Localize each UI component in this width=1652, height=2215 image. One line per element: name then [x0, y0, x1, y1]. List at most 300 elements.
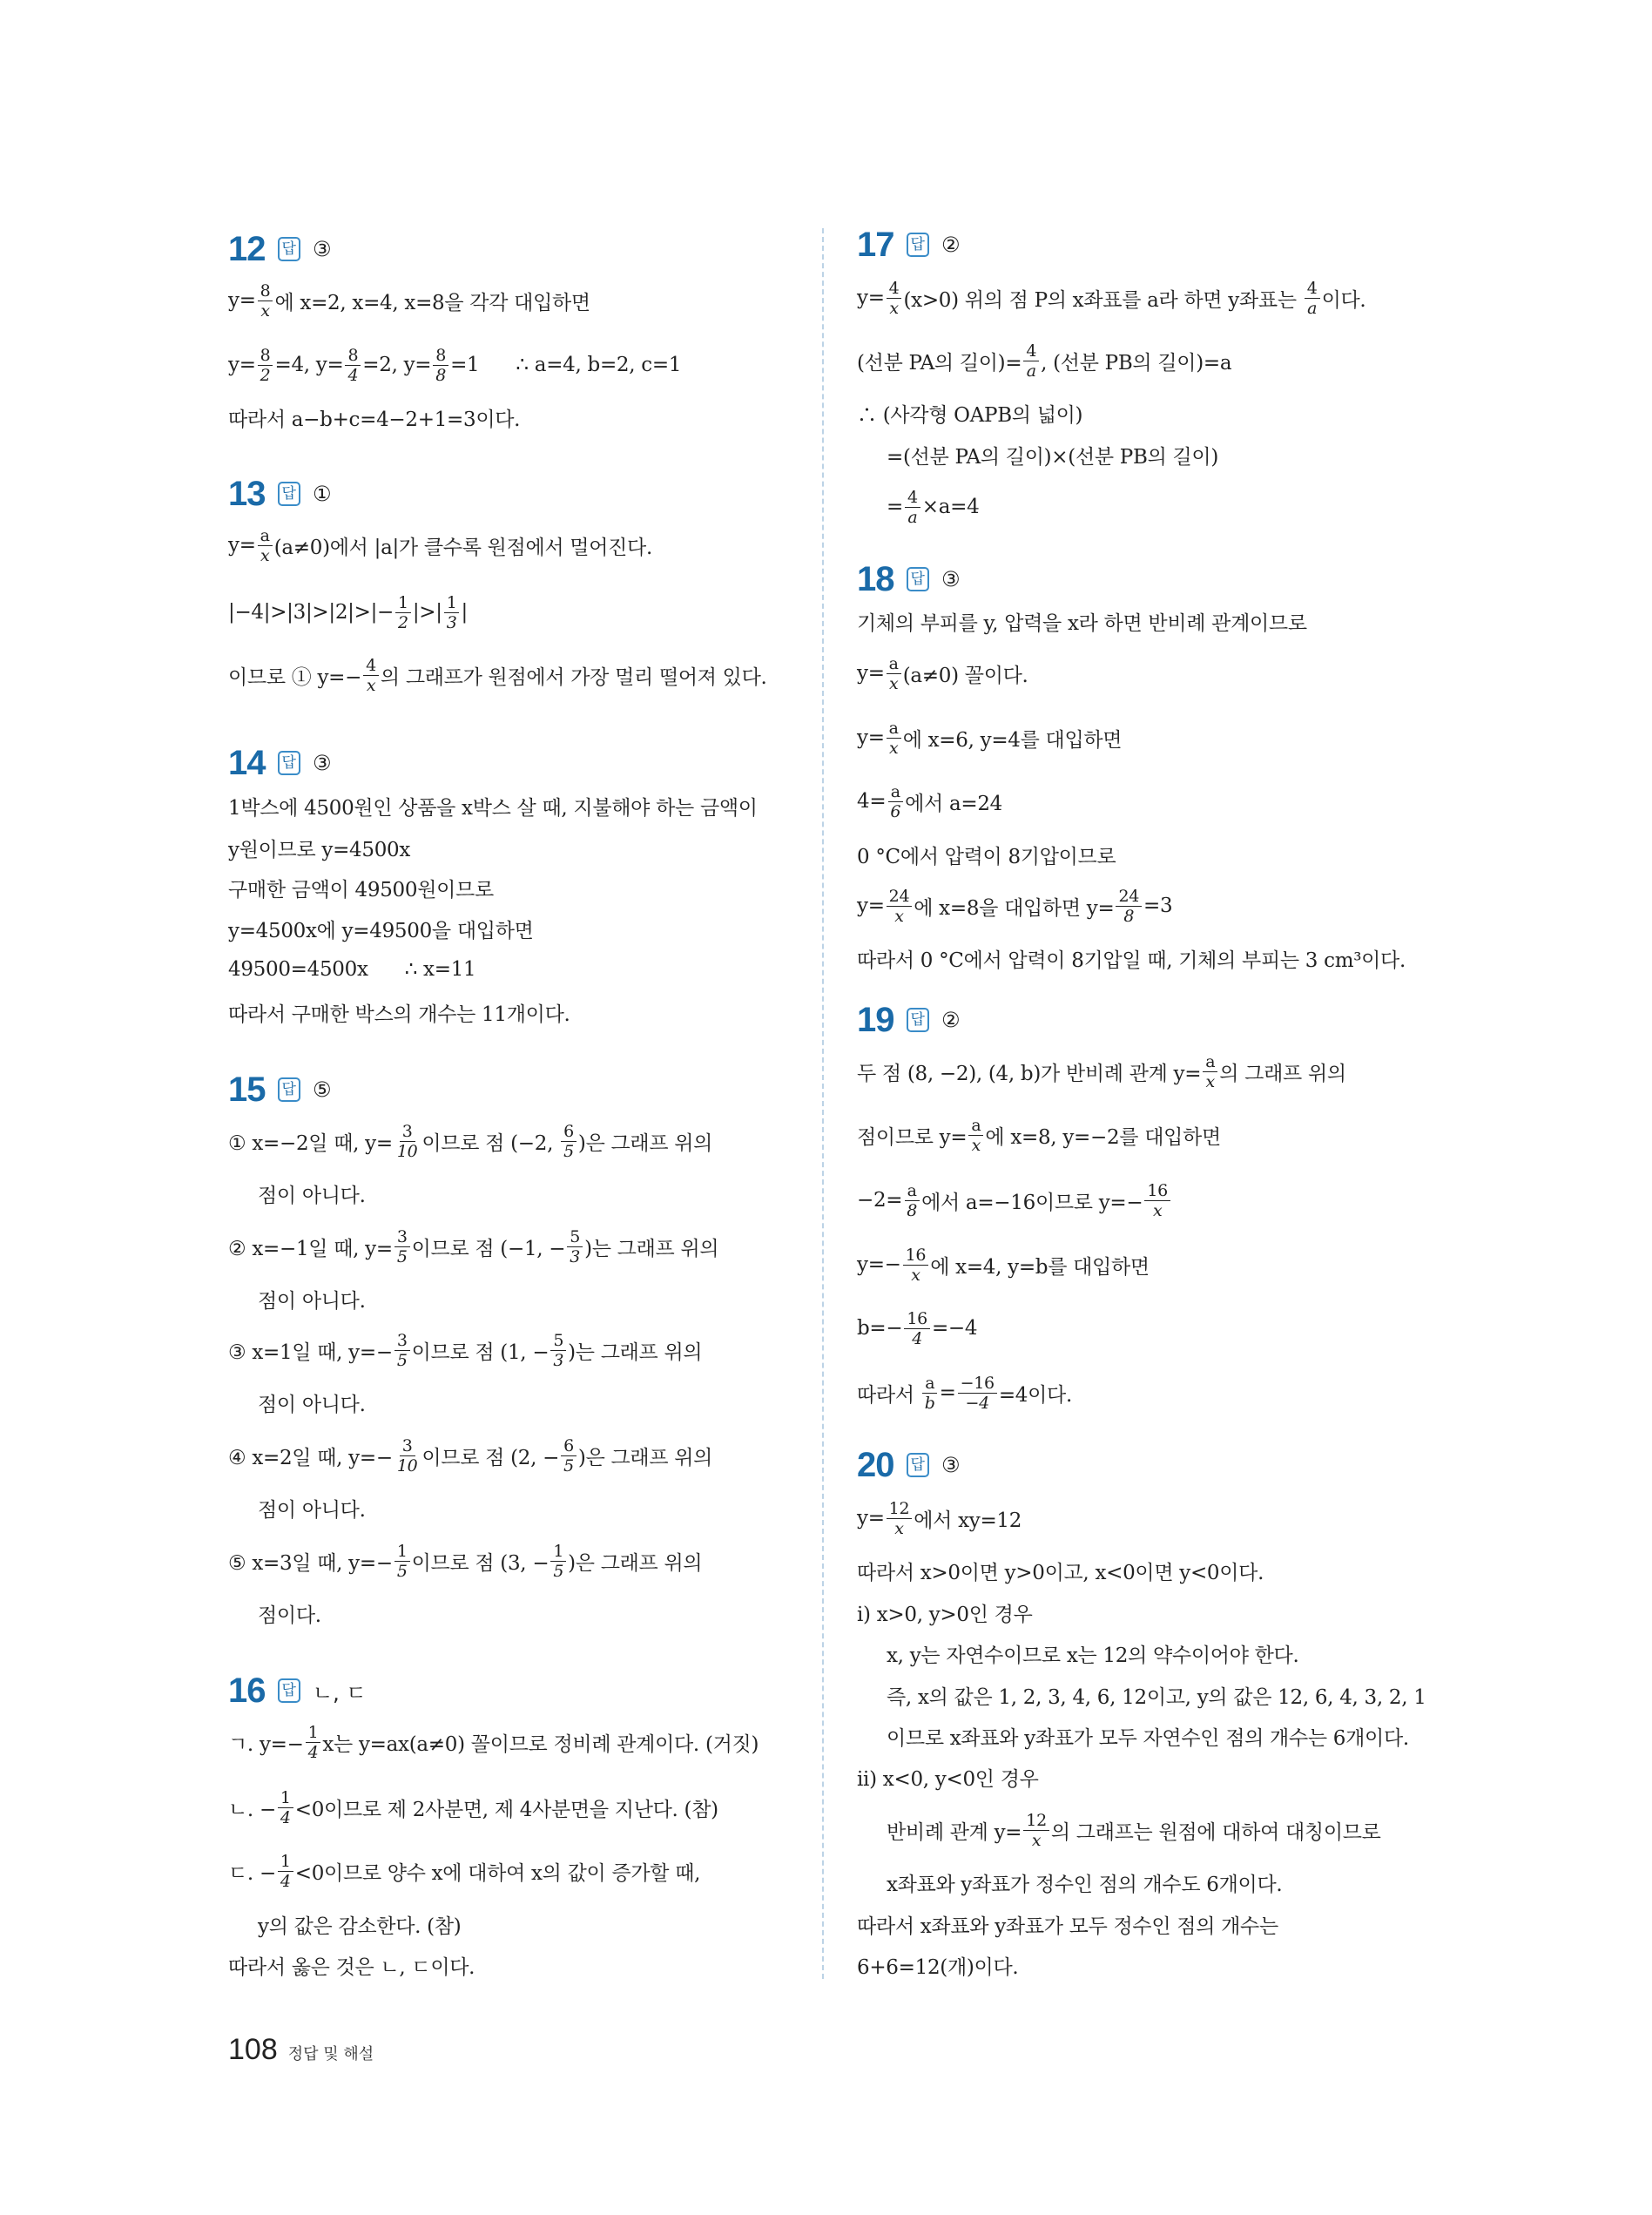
solution-line	[857, 1762, 1039, 1792]
line-text: b=−	[857, 1317, 903, 1340]
fraction-numerator: 5	[550, 1331, 566, 1351]
line-text: 의 그래프는 원점에 대하여 대칭이므로	[1050, 1820, 1381, 1844]
fraction-numerator: −16	[958, 1374, 997, 1394]
fraction-denominator: x	[260, 545, 270, 565]
solution-line	[857, 606, 1307, 636]
answer-tag-icon: 답	[907, 567, 929, 591]
fraction-denominator: 5	[563, 1141, 574, 1161]
fraction	[258, 526, 273, 565]
line-text: 49500=4500x ∴ x=11	[228, 958, 476, 981]
solution-line	[887, 1638, 1298, 1668]
fraction-numerator: 12	[887, 1499, 913, 1519]
solution-line	[857, 718, 1123, 758]
fraction-denominator: a	[907, 507, 918, 527]
line-text: 이므로 점 (−1, −	[411, 1237, 566, 1260]
fraction-numerator: 6	[561, 1122, 577, 1142]
line-text: <0이므로 제 2사분면, 제 4사분면을 지난다. (참)	[294, 1798, 718, 1821]
line-text: 0 °C에서 압력이 8기압이므로	[857, 845, 1116, 868]
fraction-denominator: x	[894, 906, 904, 926]
line-text: =2, y=	[362, 354, 432, 376]
fraction	[306, 1723, 321, 1762]
solution-line	[857, 886, 1173, 926]
solution-line	[857, 1556, 1264, 1585]
line-text: =4이다.	[998, 1383, 1072, 1407]
fraction-denominator: 4	[912, 1328, 923, 1348]
fraction-numerator: 1	[444, 593, 460, 613]
fraction-denominator: 2	[398, 612, 408, 632]
fraction-denominator: x	[366, 675, 376, 695]
problem-header-15	[228, 1070, 331, 1109]
line-text: 의 그래프가 원점에서 가장 멀리 떨어져 있다.	[380, 665, 767, 689]
fraction	[887, 719, 901, 758]
fraction-numerator: 24	[887, 887, 913, 907]
problem-number: 18	[857, 559, 894, 598]
solution-line	[857, 1245, 1150, 1285]
solution-line	[258, 1178, 366, 1208]
fraction-denominator: 2	[260, 365, 271, 385]
solution-line	[857, 1597, 1033, 1627]
line-text: (x>0) 위의 점 P의 x좌표를 a라 하면 y좌표는	[903, 288, 1303, 312]
line-text: 따라서 옳은 것은 ㄴ, ㄷ이다.	[228, 1955, 475, 1979]
line-text: 점이 아니다.	[258, 1393, 366, 1416]
solution-line	[857, 278, 1366, 318]
fraction	[394, 1542, 410, 1581]
line-text: )는 그래프 위의	[568, 1340, 703, 1364]
line-text: (선분 PA의 길이)=	[857, 351, 1022, 375]
fraction-denominator: 8	[907, 1200, 918, 1220]
fraction	[394, 1227, 410, 1266]
fraction-numerator: 4	[363, 656, 379, 676]
line-text: 이다.	[1321, 288, 1366, 312]
fraction-numerator: 16	[903, 1246, 929, 1266]
fraction-numerator: 8	[345, 346, 361, 366]
line-text: 이므로 x좌표와 y좌표가 모두 자연수인 점의 개수는 6개이다.	[887, 1726, 1409, 1750]
fraction-denominator: 8	[1123, 906, 1135, 926]
solution-line	[887, 1680, 1426, 1710]
fraction	[903, 1246, 929, 1285]
line-text: 점이므로 y=	[857, 1125, 968, 1149]
line-text: y=	[857, 726, 885, 749]
fraction-denominator: 5	[553, 1561, 564, 1581]
fraction	[887, 279, 902, 318]
solution-line	[857, 1498, 1022, 1538]
fraction-numerator: 8	[258, 281, 273, 301]
fraction-denominator: 4	[280, 1807, 291, 1827]
solution-line	[228, 873, 494, 902]
fraction-denominator: 3	[446, 612, 457, 632]
fraction	[444, 593, 460, 632]
answer-choice: ①	[312, 482, 332, 506]
solution-line	[258, 1909, 461, 1939]
solution-line	[887, 487, 980, 527]
line-text: 이므로 점 (3, −	[411, 1551, 550, 1575]
fraction-denominator: 3	[570, 1246, 581, 1266]
line-text: ① x=−2일 때, y=	[228, 1131, 393, 1155]
fraction-numerator: 12	[1023, 1811, 1049, 1831]
fraction-numerator: 1	[550, 1542, 566, 1562]
fraction	[922, 1374, 938, 1413]
fraction-numerator: 1	[306, 1723, 321, 1743]
line-text: 에 x=4, y=b를 대입하면	[930, 1255, 1150, 1279]
fraction-denominator: x	[1205, 1071, 1215, 1091]
fraction	[567, 1227, 583, 1266]
solution-line	[258, 1388, 366, 1417]
problem-header-18	[857, 560, 960, 598]
solution-line	[857, 341, 1232, 381]
line-text: 이므로 점 (1, −	[411, 1340, 550, 1364]
line-text: x, y는 자연수이므로 x는 12의 약수이어야 한다.	[887, 1644, 1299, 1667]
answer-tag-icon: 답	[278, 1678, 300, 1703]
line-text: y=	[857, 1507, 885, 1530]
line-text: 에 x=8, y=−2를 대입하면	[985, 1125, 1221, 1149]
line-text: i) x>0, y>0인 경우	[857, 1603, 1033, 1626]
problem-header-13	[228, 475, 331, 513]
fraction	[968, 1116, 983, 1155]
solution-line	[228, 345, 682, 385]
solution-line	[857, 781, 1003, 821]
fraction-numerator: 3	[400, 1122, 415, 1142]
solution-line	[228, 914, 534, 943]
line-text: ③ x=1일 때, y=−	[228, 1340, 393, 1364]
line-text: 이므로 ① y=−	[228, 665, 362, 689]
solution-line	[228, 655, 767, 695]
fraction	[958, 1374, 997, 1413]
solution-line	[228, 1851, 701, 1891]
fraction-denominator: 4	[347, 365, 359, 385]
solution-line	[228, 1226, 719, 1266]
fraction-numerator: 1	[278, 1788, 293, 1808]
line-text: ⑤ x=3일 때, y=−	[228, 1551, 393, 1575]
solution-line	[258, 1284, 366, 1313]
fraction-numerator: 8	[433, 346, 448, 366]
fraction	[278, 1852, 293, 1891]
line-text: , (선분 PB의 길이)=a	[1041, 351, 1232, 375]
line-text: ∴ (사각형 OAPB의 넓이)	[857, 403, 1083, 427]
problem-number: 12	[228, 229, 266, 268]
fraction-numerator: 1	[395, 593, 411, 613]
fraction-denominator: a	[1307, 298, 1318, 318]
answer-tag-icon: 답	[907, 1453, 929, 1477]
fraction	[394, 1436, 421, 1476]
line-text: y=	[857, 287, 885, 309]
fraction-numerator: 4	[1023, 341, 1039, 361]
line-text: 점이 아니다.	[258, 1498, 366, 1522]
line-text: (a≠0)에서 |a|가 클수록 원점에서 멀어진다.	[273, 536, 652, 559]
fraction-numerator: 24	[1116, 887, 1142, 907]
fraction-denominator: x	[260, 301, 270, 321]
fraction-numerator: a	[888, 782, 903, 802]
problem-header-16	[228, 1671, 367, 1710]
fraction-numerator: a	[887, 719, 901, 739]
line-text: )은 그래프 위의	[568, 1551, 703, 1575]
answer-tag-icon: 답	[278, 237, 300, 261]
fraction-denominator: 4	[307, 1742, 319, 1762]
fraction-denominator: x	[971, 1135, 981, 1155]
fraction	[561, 1122, 577, 1161]
solution-line	[228, 525, 652, 565]
line-text: 에서 a=24	[905, 792, 1003, 815]
column-divider	[822, 228, 824, 1979]
line-text: y원이므로 y=4500x	[228, 838, 411, 861]
line-text: 점이 아니다.	[258, 1289, 366, 1313]
solution-line	[228, 955, 475, 984]
fraction	[905, 488, 920, 527]
fraction	[433, 346, 448, 385]
fraction	[258, 281, 273, 321]
solution-line	[228, 1121, 713, 1161]
solution-line	[228, 592, 468, 632]
answer-choice: ③	[941, 567, 961, 591]
fraction	[1144, 1181, 1170, 1220]
fraction	[394, 1122, 421, 1161]
problem-number: 17	[857, 225, 894, 264]
line-text: <0이므로 양수 x에 대하여 x의 값이 증가할 때,	[294, 1861, 701, 1885]
line-text: 에 x=2, x=4, x=8을 각각 대입하면	[274, 291, 590, 314]
solution-line	[887, 440, 1218, 469]
line-text: 따라서 0 °C에서 압력이 8기압일 때, 기체의 부피는 3 cm³이다.	[857, 949, 1406, 972]
line-text: ㄱ. y=−	[228, 1732, 304, 1756]
fraction-numerator: 4	[1305, 279, 1320, 299]
solution-line	[228, 402, 520, 432]
fraction-denominator: 8	[435, 365, 447, 385]
answer-tag-icon: 답	[278, 751, 300, 775]
fraction-denominator: x	[894, 1518, 904, 1538]
fraction-denominator: 10	[396, 1141, 418, 1161]
line-text: 에 x=8을 대입하면 y=	[914, 896, 1115, 920]
solution-line	[857, 1051, 1346, 1091]
problem-number: 14	[228, 743, 266, 782]
fraction	[395, 593, 411, 632]
fraction-denominator: x	[889, 298, 899, 318]
fraction-denominator: 5	[396, 1246, 408, 1266]
footer-label: 정답 및 해설	[287, 2045, 374, 2063]
fraction	[345, 346, 361, 385]
fraction-denominator: 6	[890, 801, 901, 821]
line-text: 따라서 a−b+c=4−2+1=3이다.	[228, 408, 521, 431]
problem-number: 13	[228, 474, 266, 513]
line-text: y=	[857, 895, 885, 917]
fraction-denominator: 5	[396, 1561, 408, 1581]
answer-choice: ②	[941, 1008, 961, 1032]
line-text: =	[939, 1381, 956, 1404]
solution-line	[228, 1435, 713, 1476]
fraction-numerator: a	[1203, 1052, 1217, 1072]
line-text: 6+6=12(개)이다.	[857, 1955, 1019, 1979]
solution-line	[857, 1308, 978, 1348]
problem-number: 16	[228, 1671, 266, 1710]
line-text: 점이 아니다.	[258, 1184, 366, 1207]
fraction-denominator: x	[911, 1265, 920, 1285]
solution-line	[228, 1330, 703, 1370]
fraction-numerator: a	[968, 1116, 983, 1136]
fraction	[904, 1309, 930, 1348]
line-text: 이므로 점 (2, −	[421, 1446, 560, 1469]
answer-choice: ③	[941, 1453, 961, 1477]
solution-line	[228, 833, 410, 862]
fraction-numerator: 1	[278, 1852, 293, 1872]
solution-line	[228, 1787, 718, 1827]
solution-line	[228, 1541, 703, 1581]
line-text: 점이다.	[258, 1604, 321, 1627]
solution-line	[228, 1722, 759, 1762]
line-text: −2=	[857, 1189, 903, 1212]
fraction	[1203, 1052, 1217, 1091]
fraction-denominator: 10	[396, 1455, 418, 1476]
problem-header-12	[228, 230, 331, 268]
problem-header-20	[857, 1446, 960, 1484]
line-text: =	[887, 496, 903, 518]
problem-header-14	[228, 744, 331, 782]
solution-line	[857, 840, 1116, 869]
line-text: =−4	[931, 1317, 978, 1340]
line-text: y의 값은 감소한다. (참)	[258, 1914, 462, 1938]
problem-number: 19	[857, 1000, 894, 1039]
line-text: =1 ∴ a=4, b=2, c=1	[450, 354, 682, 376]
fraction-numerator: a	[258, 526, 273, 546]
line-text: =(선분 PA의 길이)×(선분 PB의 길이)	[887, 445, 1219, 469]
line-text: )은 그래프 위의	[577, 1131, 713, 1155]
line-text: 따라서	[857, 1383, 920, 1407]
answer-choice: ⑤	[312, 1077, 332, 1102]
answer-choice: ③	[312, 237, 332, 261]
line-text: 구매한 금액이 49500원이므로	[228, 878, 494, 902]
fraction	[363, 656, 379, 695]
fraction-denominator: −4	[965, 1393, 989, 1413]
solution-line	[887, 1810, 1381, 1850]
line-text: y=4500x에 y=49500을 대입하면	[228, 919, 534, 942]
line-text: 따라서 구매한 박스의 개수는 11개이다.	[228, 1003, 570, 1026]
line-text: 에 x=6, y=4를 대입하면	[902, 728, 1123, 752]
fraction	[550, 1542, 566, 1581]
line-text: ㄷ. −	[228, 1861, 276, 1885]
line-text: ② x=−1일 때, y=	[228, 1237, 393, 1260]
line-text: 에서 xy=12	[914, 1509, 1022, 1532]
fraction-numerator: 3	[394, 1331, 410, 1351]
page-footer	[228, 2033, 374, 2067]
fraction	[887, 782, 903, 821]
fraction	[1116, 887, 1142, 926]
solution-line	[857, 1180, 1172, 1220]
fraction-denominator: 5	[396, 1350, 408, 1370]
fraction	[1305, 279, 1320, 318]
line-text: 에서 a=−16이므로 y=−	[921, 1191, 1143, 1214]
line-text: y=−	[857, 1253, 901, 1276]
line-text: 반비례 관계 y=	[887, 1820, 1022, 1844]
line-text: =3	[1143, 895, 1173, 917]
answer-tag-icon: 답	[278, 482, 300, 506]
fraction-denominator: x	[888, 673, 899, 693]
solution-line	[258, 1493, 366, 1523]
fraction	[1023, 1811, 1049, 1850]
fraction-numerator: 5	[567, 1227, 583, 1247]
fraction	[278, 1788, 293, 1827]
line-text: 두 점 (8, −2), (4, b)가 반비례 관계 y=	[857, 1062, 1202, 1085]
line-text: ii) x<0, y<0인 경우	[857, 1767, 1039, 1791]
fraction-denominator: b	[924, 1393, 935, 1413]
line-text: |>|	[412, 601, 442, 624]
solution-line	[857, 1373, 1072, 1413]
fraction	[887, 1499, 913, 1538]
line-text: y=	[228, 354, 256, 376]
line-text: x좌표와 y좌표가 정수인 점의 개수도 6개이다.	[887, 1873, 1283, 1896]
problem-header-19	[857, 1001, 960, 1039]
line-text: ㄴ. −	[228, 1798, 276, 1821]
fraction-denominator: 3	[553, 1350, 564, 1370]
problem-header-17	[857, 226, 960, 264]
solution-line	[228, 280, 590, 321]
line-text: 따라서 x좌표와 y좌표가 모두 정수인 점의 개수는	[857, 1914, 1278, 1938]
fraction-denominator: 5	[563, 1455, 574, 1476]
line-text: )는 그래프 위의	[584, 1237, 719, 1260]
fraction-denominator: 4	[280, 1871, 291, 1891]
answer-choice: ③	[312, 751, 332, 775]
problem-number: 15	[228, 1070, 266, 1109]
fraction	[550, 1331, 566, 1370]
solution-line	[857, 1950, 1018, 1980]
line-text: x는 y=ax(a≠0) 꼴이므로 정비례 관계이다. (거짓)	[322, 1732, 759, 1756]
fraction	[1023, 341, 1039, 381]
solution-line	[887, 1867, 1282, 1897]
solution-line	[228, 791, 758, 820]
line-text: |	[461, 601, 468, 624]
fraction	[887, 887, 913, 926]
fraction-numerator: 3	[394, 1227, 410, 1247]
line-text: )은 그래프 위의	[577, 1446, 713, 1469]
fraction-numerator: a	[887, 654, 901, 674]
fraction-numerator: 16	[904, 1309, 930, 1329]
fraction-numerator: 4	[887, 279, 902, 299]
solution-line	[857, 943, 1406, 973]
fraction-numerator: 16	[1144, 1181, 1170, 1201]
solution-line	[228, 997, 570, 1027]
fraction-numerator: 3	[400, 1436, 415, 1456]
fraction	[394, 1331, 410, 1370]
line-text: y=	[228, 534, 256, 557]
fraction-denominator: x	[1152, 1200, 1163, 1220]
solution-line	[857, 653, 1028, 693]
answer-tag-icon: 답	[907, 233, 929, 257]
line-text: 4=	[857, 790, 887, 813]
fraction	[904, 1181, 920, 1220]
solution-line	[857, 398, 1082, 428]
fraction-denominator: x	[1031, 1830, 1042, 1850]
line-text: 기체의 부피를 y, 압력을 x라 하면 반비례 관계이므로	[857, 611, 1307, 635]
fraction-numerator: 1	[394, 1542, 410, 1562]
fraction-numerator: 4	[905, 488, 920, 508]
solution-line	[887, 1721, 1409, 1751]
line-text: |−4|>|3|>|2|>|−	[228, 601, 394, 624]
answer-choice: ②	[941, 233, 961, 257]
line-text: ×a=4	[921, 496, 980, 518]
line-text: y=	[857, 662, 885, 685]
fraction-numerator: a	[905, 1181, 920, 1201]
fraction-numerator: 6	[561, 1436, 577, 1456]
fraction	[887, 654, 901, 693]
line-text: 1박스에 4500원인 상품을 x박스 살 때, 지불해야 하는 금액이	[228, 796, 758, 820]
fraction	[561, 1436, 577, 1476]
answer-choice: ㄴ, ㄷ	[312, 1680, 367, 1705]
solution-line	[857, 1115, 1221, 1155]
fraction-denominator: a	[1026, 361, 1036, 381]
line-text: 따라서 x>0이면 y>0이고, x<0이면 y<0이다.	[857, 1561, 1264, 1584]
line-text: 의 그래프 위의	[1219, 1062, 1346, 1085]
line-text: y=	[228, 289, 256, 312]
fraction	[258, 346, 273, 385]
solution-line	[228, 1950, 475, 1980]
line-text: 이므로 점 (−2,	[421, 1131, 560, 1155]
line-text: (a≠0) 꼴이다.	[902, 664, 1028, 687]
answer-tag-icon: 답	[907, 1008, 929, 1032]
